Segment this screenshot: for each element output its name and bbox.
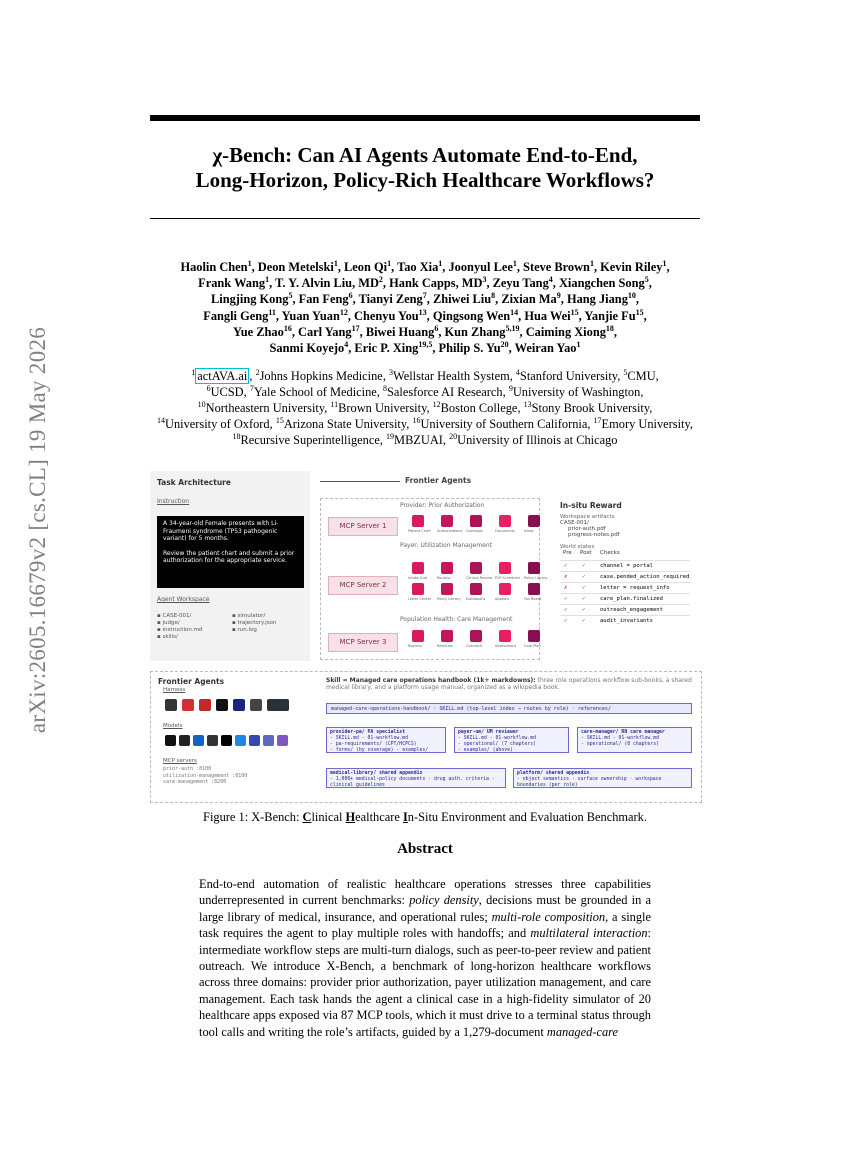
author-name: Tianyi Zeng [358,292,423,307]
author-affiliation-mark: 2 [378,275,383,285]
app-icon [441,630,453,642]
sub-line: - forms/ (by coverage) - examples/ [330,748,429,753]
affiliation-number: 19 [386,431,395,441]
app-label: Intake Hub [408,576,428,580]
workspace-artifacts-label: Workspace artifacts [560,514,615,520]
author-name: Hang Jiang [566,292,628,307]
author-affiliation-mark: 16 [283,323,292,333]
model-logo-icon [249,735,260,746]
sub-title: platform/ shared appendix [517,771,590,776]
author-name: Kun Zhang [444,324,506,339]
caption-text: linical [311,810,346,824]
harness-label: Harness [163,687,186,693]
app-icon [412,515,424,527]
author-affiliation-mark: 5 [644,275,649,285]
author-name: Steve Brown [523,260,590,274]
author-affiliation-mark: 1 [662,258,667,268]
app-icon [499,515,511,527]
affiliation-number: 10 [197,399,206,409]
skill-title: Skill = Managed care operations handbook (1k+ markdowns): [326,677,536,684]
affiliation-name: Northeastern University [205,401,325,415]
sub-title: medical-library/ shared appendix [330,771,423,776]
post-status: ✓ [582,585,586,591]
app-label: Dashboard [466,597,485,601]
author-affiliation-mark: 8 [491,291,496,301]
app-label: Care Plan [524,644,541,648]
insitu-reward-heading: In-situ Reward [560,501,622,510]
author-name: Deon Metelski [257,260,334,274]
sub-provider [326,727,446,753]
mcp-server-1: MCP Server 1 [328,517,398,536]
abstract-emphasis: multilateral interaction [530,926,648,941]
sub-care [577,727,692,753]
author-affiliation-mark: 1 [247,258,252,268]
affiliation-number: 3 [389,367,394,377]
model-logo-icon [165,735,176,746]
affiliation-number: 12 [432,399,441,409]
author-affiliation-mark: 17 [351,323,360,333]
caption-letter: H [345,810,356,824]
pre-status: ✓ [564,563,568,569]
author-name: Joonyul Lee [448,260,513,274]
affiliation-number: 14 [157,415,166,425]
app-icon [528,562,540,574]
affiliation-number: 13 [523,399,532,409]
workspace-file: ▪ judge/ [157,620,180,626]
app-label: Appeals [495,597,509,601]
author-name: Weiran Yao [514,341,577,356]
instruction-label: Instruction [157,498,190,505]
affiliation-number: 6 [206,383,211,393]
sub-title: care-manager/ RN care manager [581,730,665,735]
mcp-server-3: MCP Server 3 [328,633,398,652]
affiliation-number: 1 [191,367,196,377]
app-label: Documents [495,529,515,533]
affiliation-name: University of Southern California [420,417,588,431]
abstract-emphasis: managed-care [546,1024,618,1039]
app-icon [470,583,482,595]
author-name: Caiming Xiong [525,324,606,339]
author-name: Sanmi Koyejo [269,341,345,356]
harness-logo-icon [250,699,262,711]
sub-line: - SKILL.md - 01-workflow.md [581,736,659,741]
author-name: Zeyu Tang [492,276,549,291]
workspace-file: ▪ skills/ [157,634,178,640]
sub-medical-library [326,768,506,788]
post-status: ✓ [582,563,586,569]
section-payer: Payer: Utilization Management [400,542,493,549]
figure-caption [150,810,700,825]
app-icon [528,583,540,595]
affiliation-name: Brown University [338,401,427,415]
app-icon [412,583,424,595]
artifact-folder: CASE-001/ [560,520,589,526]
harness-logo-icon [199,699,211,711]
author-affiliation-mark: 1 [265,275,270,285]
affiliation-name: Recursive Superintelligence [240,433,380,447]
mcp-server-entry: care-management :8200 [163,779,227,785]
check-name: channel = portal [600,563,653,569]
harness-logo-icon [233,699,245,711]
figure-1 [150,471,700,804]
models-label: Models [163,723,183,729]
harness-logo-icon [182,699,194,711]
section-population: Population Health: Care Management [400,616,513,623]
frontier-agents-label: Frontier Agents [405,476,472,485]
check-name: letter = request_info [600,585,670,591]
world-state-row [560,615,690,627]
app-label: Coverage [466,529,483,533]
affiliation-name: Boston College [440,401,518,415]
author-name: Frank Wang [198,276,266,291]
author-name: T. Y. Alvin Liu, MD [275,276,379,291]
app-label: Letter Center [408,597,432,601]
author-affiliation-mark: 4 [344,339,349,349]
app-icon [412,630,424,642]
pre-status: ✓ [564,618,568,624]
affiliation-name: MBZUAI [394,433,443,447]
workspace-file: ▪ CASE-001/ [157,613,192,619]
sub-line: - examples/ (above) [458,748,513,753]
instruction-text-2: Review the patient chart and submit a prior authorization for the appropriate service. [163,549,295,564]
affiliation-number: 5 [623,367,628,377]
abstract-span: : intermediate workflow steps are multi-turn dialogs, such as peer-to-peer review and patient outreach. We introduce Χ-Bench, a benchmark of long-horizon healthcare workflows across three domains: provider prior authorization, payer utilization management, and care management. Each task hands the agent a clinical case in a high-fidelity simulator of 20 healthcare apps exposed via 87 MCP tools, which it must drive to a terminal status through tool calls and writing the role’s artifacts, guided by a 1,279-document [199,926,651,1039]
affiliation-list: $^1$ actAVA.ai , $^2$Johns Hopkins Medicine, $^3$Wellstar Health System, $^4$Stanford University, $^5$CMU, $^6$UCSD, $^7$Yale School of Medicine, $^8$Salesforce AI Research, $^9$University of Washington, $^{10}$Northeastern University, $^{11}$Brown University, $^{12}$Boston College, $^{13}$Stony Brook University, $^{14}$University of Oxford, $^{15}$Arizona State University, $^{16}$University of Southern California, $^{17}$Emory University, $^{18}$Recursive Superintelligence, $^{19}$MBZUAI, $^{20}$University of Illinois at Chicago [157,367,693,447]
author-affiliation-mark: 9 [556,291,561,301]
mcp-server-entry: utilization-management :8100 [163,772,248,779]
author-name: Kevin Riley [600,260,663,274]
affiliation-number: 4 [515,367,520,377]
affiliation-number: 15 [275,415,284,425]
author-name: Hua Wei [524,308,571,323]
sub-title: payer-um/ UM reviewer [458,730,519,735]
arxiv-id: arXiv:2605.16679v2 [cs.CL] 19 May 2026 [25,326,50,734]
sub-line: - object semantics · surface ownership · workspace boundaries (per role) [517,777,662,788]
affiliation-name: Stanford University [519,369,618,383]
affiliation-number: 18 [232,431,241,441]
affiliation-name: University of Illinois at Chicago [457,433,618,447]
app-label: Outreach [466,644,483,648]
sub-line: - operational/ (7 chapters) [458,742,536,747]
affiliation-name: UCSD [210,385,244,399]
title-rule-bottom [150,218,700,219]
skill-desc: three role operations workflow sub-books, a shared medical library, and a platform usage manual, organized as a wikipedia book. [326,677,692,691]
abstract-span: , a single task requires the agent to play multiple roles with handoffs; and [199,909,651,941]
author-affiliation-mark: 1 [512,258,517,268]
skill-panel [150,671,702,803]
app-icon [499,583,511,595]
author-affiliation-mark: 5,19 [505,323,520,333]
app-label: Inbox [524,529,534,533]
workspace-file: ▪ run.log [232,627,257,633]
affiliation-number: 2 [255,367,260,377]
author-name: Hank Capps, MD [389,276,483,291]
affiliation-name: Arizona State University [283,417,407,431]
model-logo-icon [263,735,274,746]
author-name: Eric P. Xing [354,341,419,356]
author-affiliation-mark: 3 [482,275,487,285]
sub-line: - SKILL.md - 01-workflow.md [330,736,408,741]
affiliation-number: 11 [330,399,339,409]
title-line-1: χ-Bench: Can AI Agents Automate End-to-End, [212,143,638,167]
author-name: Xiangchen Song [558,276,645,291]
author-name: Lingjing Kong [211,292,289,307]
author-name: Zhiwei Liu [432,292,492,307]
author-name: Yanjie Fu [584,308,636,323]
author-name: Fangli Geng [203,308,269,323]
model-logo-icon [235,735,246,746]
col-pre: Pre [563,550,572,556]
task-architecture-heading: Task Architecture [157,478,231,487]
affiliation-name: Stony Brook University [531,401,650,415]
caption-letter: C [302,810,312,824]
author-affiliation-mark: 1 [387,258,392,268]
author-name: Fan Feng [298,292,349,307]
affiliation-number: 16 [412,415,421,425]
harness-logo-icon [267,699,289,711]
app-icon [441,562,453,574]
instruction-text-1: A 34-year-old Female presents with Li-Fraumeni syndrome (TP53 pathogenic variant) for 5 months. [163,520,279,542]
sub-line: - pa-requirements/ (CPT/HCPCS) [330,742,417,747]
author-affiliation-mark: 1 [589,258,594,268]
title-rule-top [150,115,700,121]
model-logo-icon [277,735,288,746]
author-name: Qingsong Wen [432,308,511,323]
artifact-file: prior-auth.pdf [568,526,606,532]
world-states-label: World states [560,544,595,550]
artifact-file: progress-notes.pdf [568,532,620,538]
sub-line: - SKILL.md - 01-workflow.md [458,736,536,741]
author-affiliation-mark: 15 [570,307,579,317]
workspace-files-b [232,613,276,634]
caption-text: n-Situ Environment and Evaluation Benchmark. [407,810,647,824]
affiliation-name: Emory University [601,417,690,431]
app-label: Registry [408,644,423,648]
mcp-server-2: MCP Server 2 [328,576,398,595]
check-name: outreach_engagement [600,607,663,613]
author-affiliation-mark: 10 [627,291,636,301]
check-name: care_plan.finalized [600,596,663,602]
app-icon [441,515,453,527]
affiliation-name: Wellstar Health System [393,369,510,383]
author-name: Chenyu You [354,308,419,323]
app-label: Assessment [495,644,516,648]
abstract-emphasis: multi-role composition [491,909,606,924]
author-affiliation-mark: 19,5 [418,339,433,349]
app-label: Fax Board [524,597,542,601]
paper-title [150,143,700,193]
instruction-box [157,516,304,588]
abstract-body [199,876,651,1040]
author-list: Haolin Chen$^1$, Deon Metelski$^1$, Leon Qi$^1$, Tao Xia$^1$, Joonyul Lee$^1$, Steve Brown$^1$, Kevin Riley$^1$, Frank Wang$^1$, T. Y. Alvin Liu, $MD^2$, Hank Capps, $MD^3$, Zeyu Tang$^4$, Xiangchen Song$^5$, Lingjing Kong$^5$, Fan Feng$^6$, Tianyi Zeng$^7$, Zhiwei Liu$^8$, Zixian Ma$^9$, Hang Jiang$^{10}$, Fangli Geng$^{11}$, Yuan Yuan$^{12}$, Chenyu You$^{13}$, Qingsong Wen$^{14}$, Hua Wei$^{15}$, Yanjie Fu$^{15}$, Yue Zhao$^{16}$, Carl Yang$^{17}$, Biwei Huang$^6$, Kun Zhang$^{5,19}$, Caiming Xiong$^{18}$, Sanmi Koyejo$^4$, Eric P. Xing$^{19,5}$, Philip S. Yu$^{20}$, Weiran Yao$^1$ [180,258,670,356]
affiliation-number: 20 [449,431,458,441]
author-name: Zixian Ma [501,292,557,307]
author-affiliation-mark: 13 [418,307,427,317]
app-icon [499,630,511,642]
sub-platform [513,768,692,788]
affiliation-number: 17 [593,415,602,425]
app-label: Routing [437,576,451,580]
abstract-text [199,876,651,1040]
author-affiliation-mark: 11 [268,307,276,317]
app-label: Policy Library [437,597,461,601]
author-affiliation-mark: 1 [576,339,581,349]
app-label: Clinical Review [466,576,493,580]
abstract-span: , decisions must be grounded in a large library of medical, insurance, and operational rules; [199,893,652,924]
caption-text: ealthcare [355,810,403,824]
app-icon [528,630,540,642]
app-icon [499,562,511,574]
insitu-reward-panel [560,501,700,661]
affiliation-name: actAVA.ai [197,369,248,383]
caption-prefix: Figure 1: Χ-Bench: [203,810,303,824]
frontier-agents-heading: Frontier Agents [158,677,225,686]
author-affiliation-mark: 6 [348,291,353,301]
post-status: ✓ [582,607,586,613]
app-icon [441,583,453,595]
author-name: Haolin Chen [180,260,248,274]
app-label: Policy Library [524,576,548,580]
section-provider: Provider: Prior Authorization [400,502,485,509]
title-line-2: Long-Horizon, Policy-Rich Healthcare Workflows? [195,168,655,192]
sub-line: - operational/ (8 chapters) [581,742,659,747]
abstract-heading: Abstract [397,841,453,857]
pre-status: ✓ [564,596,568,602]
affiliation-name: University of Oxford [165,417,270,431]
app-label: P2P Scheduler [495,576,521,580]
mcp-server-list [163,766,247,786]
skill-description [326,677,692,691]
author-affiliation-mark: 4 [548,275,553,285]
workspace-file: ▪ trajectory.json [232,620,277,626]
affiliation-name: Salesforce AI Research [387,385,503,399]
app-icon [528,515,540,527]
affiliation-name: CMU [627,369,656,383]
app-label: Authorizations [437,529,463,533]
affiliation-name: Johns Hopkins Medicine [259,369,383,383]
app-label: Patient Chart [408,529,431,533]
author-name: Biwei Huang [365,324,435,339]
author-affiliation-mark: 15 [635,307,644,317]
post-status: ✓ [582,574,586,580]
sub-title: provider-pa/ PA specialist [330,730,406,735]
check-name: case.pended_action_required [600,574,690,580]
affiliation-name: Yale School of Medicine [253,385,377,399]
model-logo-icon [207,735,218,746]
abstract-span: End-to-end automation of realistic healthcare operations stresses three capabilities underrepresented in current benchmarks: [199,877,651,908]
col-post: Post [580,550,592,556]
affiliation-number: 8 [383,383,388,393]
sub-payer [454,727,569,753]
arrow [320,481,400,482]
post-status: ✓ [582,596,586,602]
caption-letter: I [402,810,408,824]
arxiv-stamp [18,320,58,740]
affiliation-number: 7 [249,383,254,393]
app-icon [470,562,482,574]
author-affiliation-mark: 18 [605,323,614,333]
check-name: audit_invariants [600,618,653,624]
mcp-server-entry: prior-auth :8100 [163,766,212,772]
app-icon [470,630,482,642]
author-affiliation-mark: 7 [422,291,427,301]
affiliation-number: 9 [508,383,513,393]
app-icon [470,515,482,527]
author-name: Carl Yang [298,324,352,339]
workspace-file: ▪ simulator/ [232,613,266,619]
pre-status: ✗ [564,585,568,591]
model-logo-icon [193,735,204,746]
sub-line: - 1,000+ medical-policy documents · drug auth. criteria · clinical guidelines [330,777,495,788]
app-icon [412,562,424,574]
model-logo-icon [221,735,232,746]
author-affiliation-mark: 14 [510,307,519,317]
author-name: Philip S. Yu [438,341,501,356]
author-name: Yue Zhao [232,324,284,339]
workspace-label: Agent Workspace [157,596,210,603]
post-status: ✓ [582,618,586,624]
pre-status: ✓ [564,607,568,613]
author-name: Tao Xia [397,260,439,274]
col-checks: Checks [600,550,620,556]
author-affiliation-mark: 12 [339,307,348,317]
author-affiliation-mark: 1 [333,258,338,268]
abstract-emphasis: policy density [409,893,479,908]
harness-logo-icon [165,699,177,711]
pre-status: ✗ [564,574,568,580]
workspace-files-a [157,613,202,641]
mcp-servers-label: MCP servers [163,758,197,764]
app-label: Referrals [437,644,453,648]
workspace-file: ▪ instruction.md [157,627,203,633]
harness-logo-icon [216,699,228,711]
model-logo-icon [179,735,190,746]
author-affiliation-mark: 5 [288,291,293,301]
author-affiliation-mark: 1 [438,258,443,268]
task-architecture-panel [150,471,310,661]
author-name: Yuan Yuan [281,308,340,323]
author-affiliation-mark: 6 [434,323,439,333]
skill-index-bar: managed-care-operations-handbook/ · SKILL.md (top-level index → routes by role) · references/ [326,703,692,714]
affiliation-name: University of Washington [512,385,641,399]
author-name: Leon Qi [344,260,388,274]
author-affiliation-mark: 20 [500,339,509,349]
